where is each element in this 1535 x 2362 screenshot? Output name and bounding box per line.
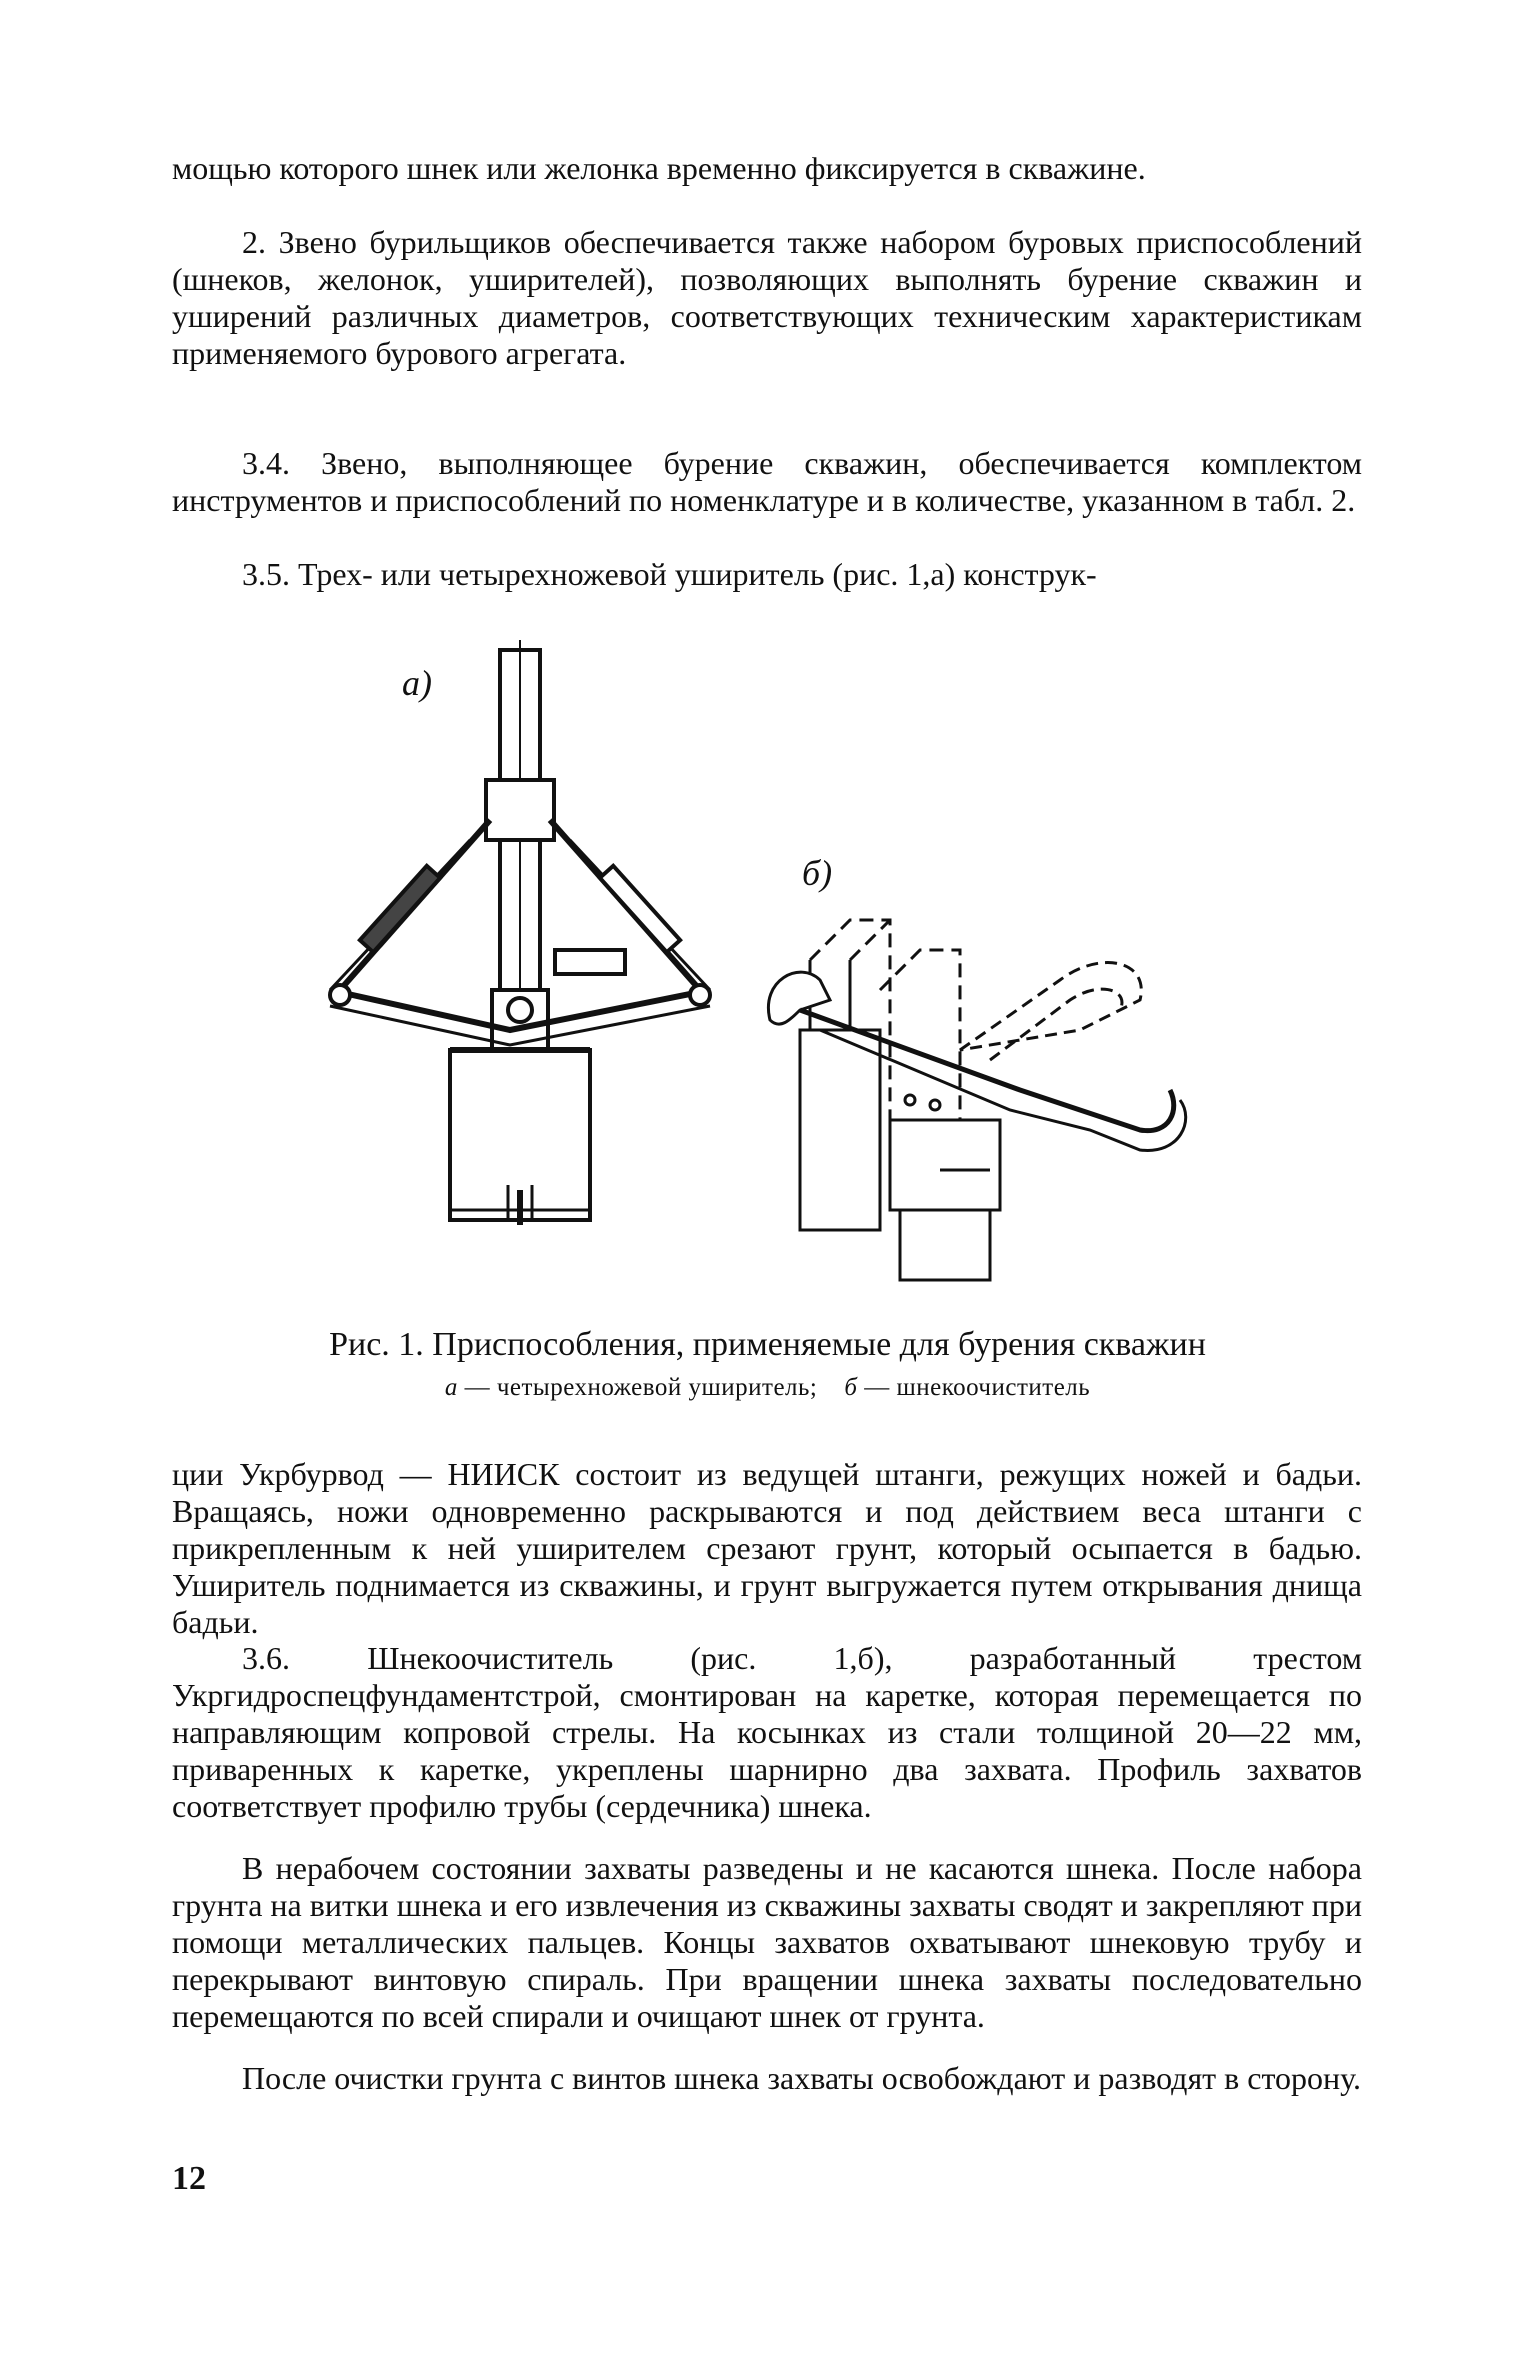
reamer-drawing xyxy=(320,650,720,1230)
paragraph-after-cleaning: После очистки грунта с винтов шнека захваты освобождают и разводят в сторону. xyxy=(242,2060,1361,2096)
figure-caption: Рис. 1. Приспособления, применяемые для бурения скважин xyxy=(329,1326,1206,1363)
legend-a-text: — четырехножевой уширитель; xyxy=(464,1374,818,1401)
auger-cleaner-drawing xyxy=(760,920,1200,1280)
paragraph-3-4: 3.4. Звено, выполняющее бурение скважин, обеспечивается комплектом инструментов и приспособлений по номенклатуре и в количестве, указанном в табл. 2. xyxy=(172,445,1362,518)
paragraph-3-6: 3.6. Шнекоочиститель (рис. 1,б), разработанный трестом Укргидроспецфундаментстрой, смонтирован на каретке, которая перемещается по направляющим копровой стрелы. На косынках из стали толщиной 20—22 мм, приваренных к каретке, укреплены шарнирно два захвата. Профиль захватов соответствует профилю трубы (сердечника) шнека. xyxy=(172,1640,1362,1824)
paragraph-continuation: мощью которого шнек или желонка временно фиксируется в скважине. xyxy=(172,150,1146,186)
legend-a-letter: а xyxy=(444,1374,458,1401)
legend-b-text: — шнекоочиститель xyxy=(864,1374,1091,1401)
figure-label-a: а) xyxy=(402,663,432,703)
paragraph-3-5-start: 3.5. Трех- или четырехножевой уширитель (рис. 1,а) конструк- xyxy=(242,556,1097,592)
legend-b-letter: б xyxy=(844,1374,858,1401)
paragraph-idle-state: В нерабочем состоянии захваты разведены и не касаются шнека. После набора грунта на витки шнека и его извлечения из скважины захваты сводят и закрепляют при помощи металлических пальцев. Концы захватов охватывают шнековую трубу и перекрывают винтовую спираль. При вращении шнека захваты последовательно перемещаются по всей спирали и очищают шнек от грунта. xyxy=(172,1850,1362,2034)
figure-legend xyxy=(0,1374,1535,1402)
paragraph-3-5-continuation: ции Укрбурвод — НИИСК состоит из ведущей штанги, режущих ножей и бадьи. Вращаясь, ножи одновременно раскрываются и под действием веса штанги с прикрепленным к ней уширителем срезают грунт, который осыпается в бадью. Уширитель поднимается из скважины, и грунт выгружается путем открывания днища бадьи. xyxy=(172,1456,1362,1640)
paragraph-2: 2. Звено бурильщиков обеспечивается также набором буровых приспособлений (шнеков, желонок, уширителей), позволяющих выполнять бурение скважин и уширений различных диаметров, соответствующих техническим характеристикам применяемого бурового агрегата. xyxy=(172,224,1362,371)
page-number: 12 xyxy=(172,2160,206,2197)
figure-label-b: б) xyxy=(802,853,833,893)
